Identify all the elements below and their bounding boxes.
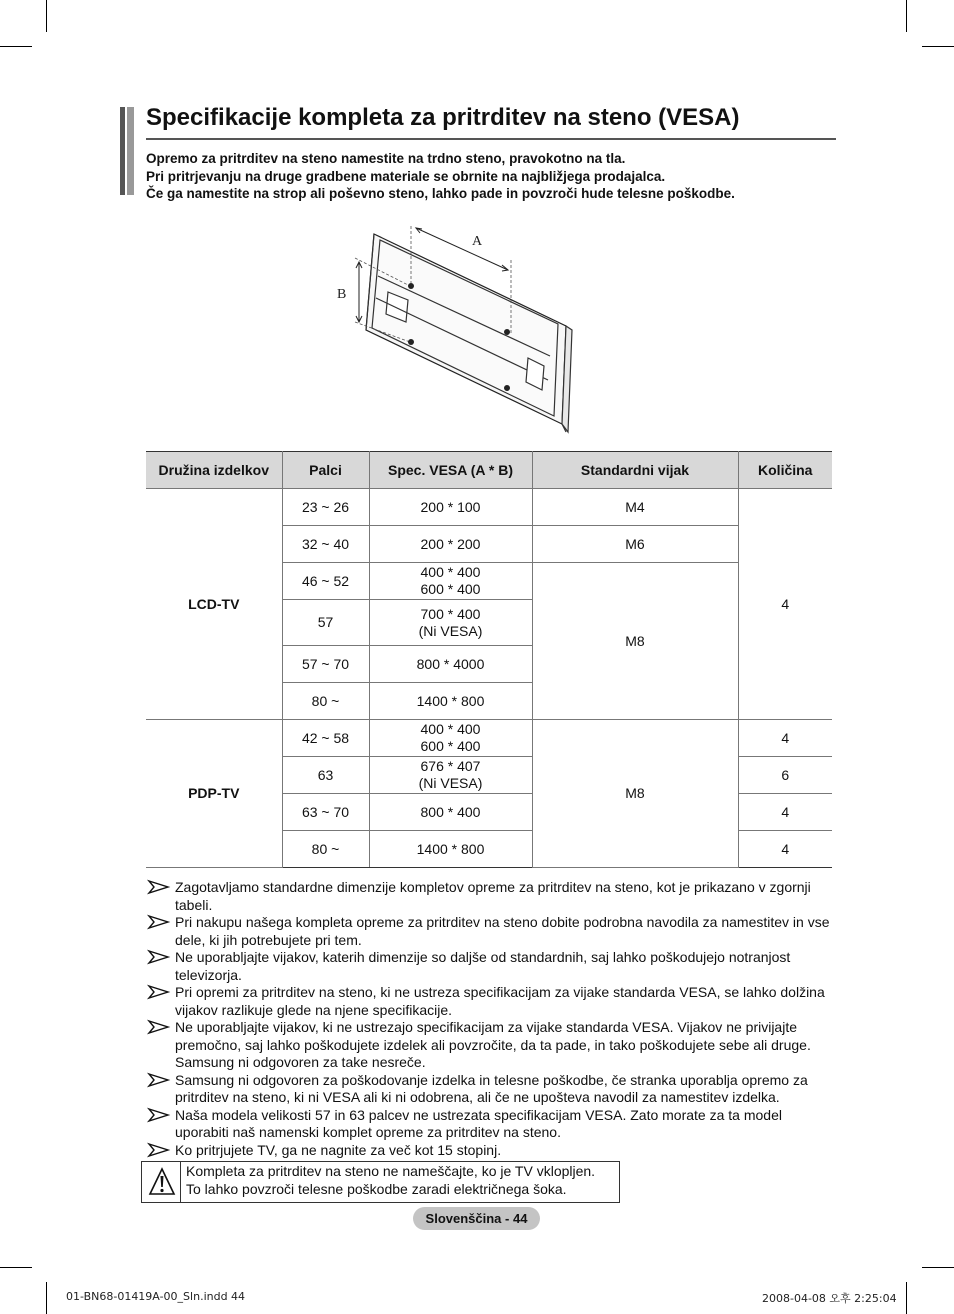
title-divider bbox=[146, 138, 836, 140]
note-arrow-icon bbox=[146, 1019, 172, 1035]
warning-line: To lahko povzroči telesne poškodbe zaradi električnega šoka. bbox=[186, 1180, 567, 1197]
crop-mark bbox=[922, 1267, 954, 1268]
vesa-line: 400 * 400 bbox=[420, 721, 481, 737]
note-text: Naša modela velikosti 57 in 63 palcev ne ustrezata specifikacijam VESA. Zato morate za ta model uporabiti naš namenski komplet opreme za pritrditev na steno. bbox=[175, 1106, 782, 1140]
screw-cell: M4 bbox=[532, 489, 738, 526]
notes-list bbox=[146, 879, 836, 1159]
family-cell: PDP-TV bbox=[146, 720, 282, 868]
title-accent-bars bbox=[120, 107, 136, 195]
vesa-cell bbox=[369, 600, 532, 646]
vesa-line: 600 * 400 bbox=[420, 581, 481, 597]
table-row bbox=[146, 489, 832, 526]
accent-bar-dark bbox=[120, 107, 125, 195]
header-family: Družina izdelkov bbox=[146, 452, 282, 489]
note-item bbox=[146, 949, 836, 984]
vesa-spec-table bbox=[146, 451, 832, 868]
warning-divider bbox=[180, 1162, 181, 1202]
vesa-cell: 800 * 4000 bbox=[369, 646, 532, 683]
note-text: Ne uporabljajte vijakov, ki ne ustrezajo specifikacijam za vijake standarda VESA. Vijakov ne privijajte premočno, saj lahko poškodujete izdelek ali povzročite, da ta pade, in tako poškodujete sebe ali druge. Samsung ni odgovoren za take nesreče. bbox=[175, 1019, 811, 1070]
screw-cell: M8 bbox=[532, 563, 738, 720]
note-item bbox=[146, 879, 836, 914]
accent-bar-light bbox=[127, 107, 134, 195]
table-header-row bbox=[146, 452, 832, 489]
table-row bbox=[146, 720, 832, 757]
warning-line: Kompleta za pritrditev na steno ne nameščajte, ko je TV vklopljen. bbox=[186, 1163, 596, 1179]
inches-cell: 57 ~ 70 bbox=[282, 646, 369, 683]
page-number-badge: Slovenščina - 44 bbox=[413, 1207, 540, 1230]
vesa-cell: 200 * 100 bbox=[369, 489, 532, 526]
note-arrow-icon bbox=[146, 1072, 172, 1088]
note-text: Zagotavljamo standardne dimenzije kompletov opreme za pritrditev na steno, kot je prikazano v zgornji tabeli. bbox=[175, 879, 811, 913]
crop-mark bbox=[0, 46, 32, 47]
vesa-cell bbox=[369, 563, 532, 600]
inches-cell: 63 ~ 70 bbox=[282, 794, 369, 831]
vesa-cell bbox=[369, 757, 532, 794]
inches-cell: 32 ~ 40 bbox=[282, 526, 369, 563]
note-item bbox=[146, 1072, 836, 1107]
vesa-cell: 200 * 200 bbox=[369, 526, 532, 563]
inches-cell: 80 ~ bbox=[282, 683, 369, 720]
note-text: Samsung ni odgovoren za poškodovanje izdelka in telesne poškodbe, če stranka uporablja opremo za pritrditev na steno, ki ni VESA ali ki ni odobrena, ali če ne upošteva navodil za namestitev izdelka. bbox=[175, 1071, 808, 1105]
warning-box bbox=[141, 1161, 620, 1203]
dimension-label-b: B bbox=[337, 287, 347, 302]
inches-cell: 23 ~ 26 bbox=[282, 489, 369, 526]
vesa-line: 676 * 407 bbox=[420, 758, 481, 774]
header-vesa: Spec. VESA (A * B) bbox=[369, 452, 532, 489]
intro-line: Opremo za pritrditev na steno namestite na trdno steno, pravokotno na tla. bbox=[146, 151, 626, 166]
note-text: Pri opremi za pritrditev na steno, ki ne ustreza specifikacijam za vijake standarda VESA, se lahko dolžina vijakov razlikuje glede na njene specifikacije. bbox=[175, 984, 825, 1018]
note-text: Ne uporabljajte vijakov, katerih dimenzije so daljše od standardnih, saj lahko poškodujejo notranjost televizorja. bbox=[175, 949, 791, 983]
screw-cell: M6 bbox=[532, 526, 738, 563]
warning-text bbox=[186, 1163, 595, 1198]
warning-triangle-icon bbox=[148, 1166, 176, 1198]
crop-mark bbox=[46, 1282, 47, 1314]
vesa-cell bbox=[369, 720, 532, 757]
vesa-line: 700 * 400 bbox=[420, 605, 481, 622]
intro-line: Pri pritrjevanju na druge gradbene materiale se obrnite na najbližjega prodajalca. bbox=[146, 168, 666, 184]
note-text: Pri nakupu našega kompleta opreme za pritrditev na steno dobite podrobna navodila za namestitev in vse dele, ki jih potrebujete pri tem. bbox=[175, 914, 830, 948]
crop-mark bbox=[922, 46, 954, 47]
footer-datetime: 2008-04-08 오후 2:25:04 bbox=[762, 1292, 897, 1305]
note-item bbox=[146, 914, 836, 949]
inches-cell: 42 ~ 58 bbox=[282, 720, 369, 757]
note-item bbox=[146, 1019, 836, 1072]
quantity-cell: 4 bbox=[738, 831, 832, 868]
quantity-cell: 6 bbox=[738, 757, 832, 794]
note-arrow-icon bbox=[146, 879, 172, 895]
vesa-line: 600 * 400 bbox=[420, 738, 481, 754]
footer-filename: 01-BN68-01419A-00_Sln.indd 44 bbox=[66, 1290, 246, 1303]
vesa-line: (Ni VESA) bbox=[418, 622, 483, 639]
inches-cell: 63 bbox=[282, 757, 369, 794]
note-item bbox=[146, 1107, 836, 1142]
vesa-cell: 1400 * 800 bbox=[369, 683, 532, 720]
note-arrow-icon bbox=[146, 1107, 172, 1123]
note-arrow-icon bbox=[146, 1142, 172, 1158]
note-item bbox=[146, 1142, 836, 1160]
vesa-cell: 800 * 400 bbox=[369, 794, 532, 831]
crop-mark bbox=[906, 1282, 907, 1314]
vesa-line: (Ni VESA) bbox=[418, 775, 483, 791]
intro-line: Če ga namestite na strop ali poševno steno, lahko pade in povzroči hude telesne poškodbe. bbox=[146, 186, 735, 201]
inches-cell: 80 ~ bbox=[282, 831, 369, 868]
vesa-cell: 1400 * 800 bbox=[369, 831, 532, 868]
header-inches: Palci bbox=[282, 452, 369, 489]
note-arrow-icon bbox=[146, 914, 172, 930]
header-screw: Standardni vijak bbox=[532, 452, 738, 489]
note-item bbox=[146, 984, 836, 1019]
quantity-cell: 4 bbox=[738, 794, 832, 831]
dimension-label-a: A bbox=[472, 234, 483, 249]
header-quantity: Količina bbox=[738, 452, 832, 489]
quantity-cell: 4 bbox=[738, 489, 832, 720]
crop-mark bbox=[46, 0, 47, 32]
note-arrow-icon bbox=[146, 949, 172, 965]
crop-mark bbox=[0, 1267, 32, 1268]
family-cell: LCD-TV bbox=[146, 489, 282, 720]
intro-text bbox=[146, 150, 735, 203]
inches-cell: 46 ~ 52 bbox=[282, 563, 369, 600]
note-text: Ko pritrjujete TV, ga ne nagnite za več kot 15 stopinj. bbox=[175, 1141, 502, 1158]
tv-back-diagram bbox=[330, 218, 580, 443]
page-title: Specifikacije kompleta za pritrditev na steno (VESA) bbox=[146, 104, 740, 131]
note-arrow-icon bbox=[146, 984, 172, 1000]
crop-mark bbox=[906, 0, 907, 32]
screw-cell: M8 bbox=[532, 720, 738, 868]
vesa-line: 400 * 400 bbox=[420, 564, 481, 580]
quantity-cell: 4 bbox=[738, 720, 832, 757]
inches-cell: 57 bbox=[282, 600, 369, 646]
